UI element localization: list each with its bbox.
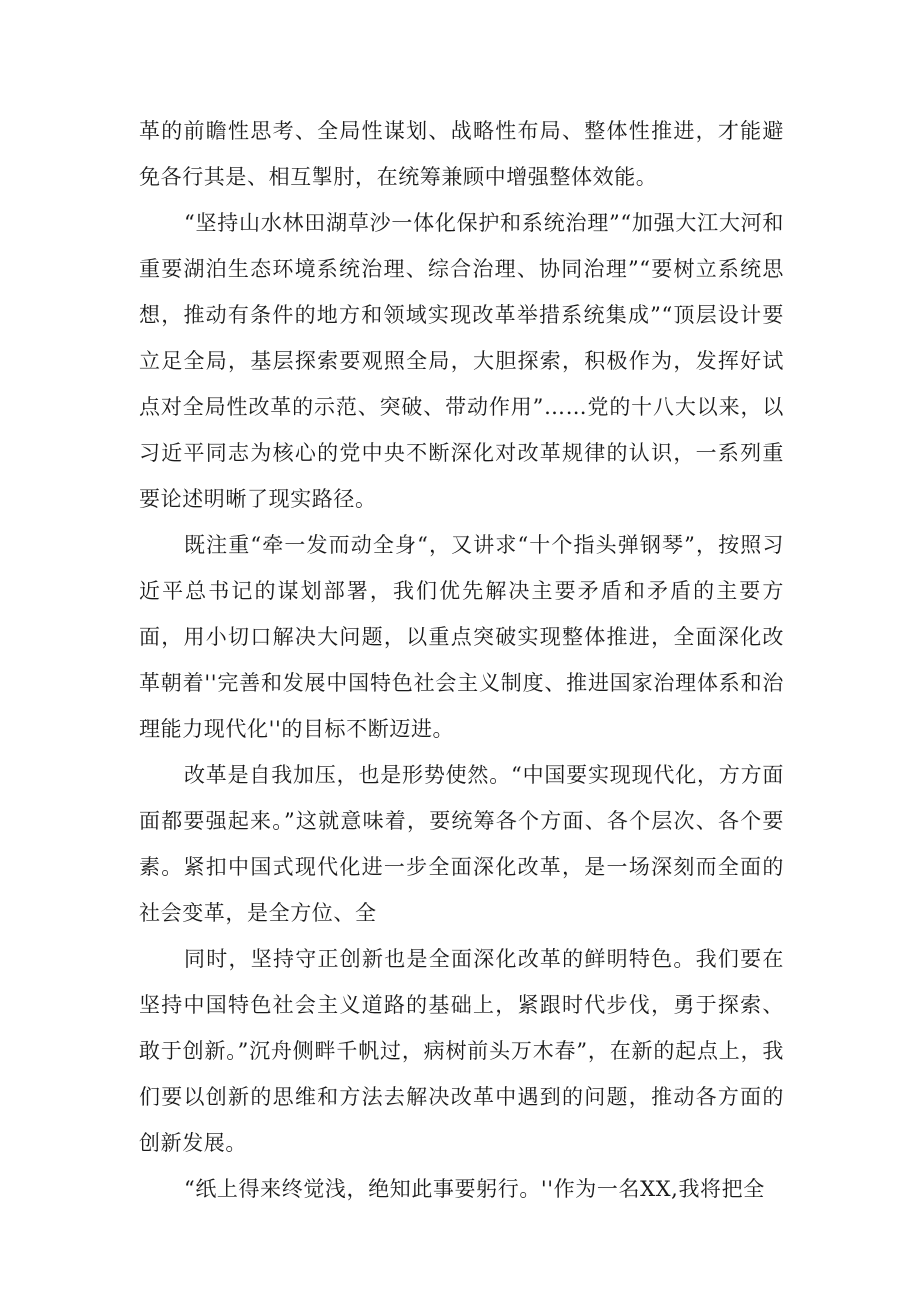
paragraph-2: “坚持山水林田湖草沙一体化保护和系统治理”“加强大江大河和重要湖泊生态环境系统治理、综合治理、协同治理”“要树立系统思想，推动有条件的地方和领域实现改革举措系统集成”“顶层设计要立足全局，基层探索要观照全局，大胆探索，积极作为，发挥好试点对全局性改革的示范、突破、带动作用”……党的十八大以来，以习近平同志为核心的党中央不断深化对改革规律的认识，一系列重要论述明晰了现实路径。 — [139, 211, 784, 511]
paragraph-4: 改革是自我加压，也是形势使然。“中国要实现现代化，方方面面都要强起来。”这就意味着，要统筹各个方面、各个层次、各个要素。紧扣中国式现代化进一步全面深化改革，是一场深刻而全面的社会变革，是全方位、全 — [139, 763, 784, 925]
paragraph-3: 既注重“牵一发而动全身“，又讲求“十个指头弹钢琴”，按照习近平总书记的谋划部署，我们优先解决主要矛盾和矛盾的主要方面，用小切口解决大问题，以重点突破实现整体推进，全面深化改革朝着''完善和发展中国特色社会主义制度、推进国家治理体系和治理能力现代化''的目标不断迈进。 — [139, 533, 784, 741]
paragraph-1: 革的前瞻性思考、全局性谋划、战略性布局、整体性推进，才能避免各行其是、相互掣肘，在统筹兼顾中增强整体效能。 — [139, 119, 784, 189]
paragraph-5: 同时，坚持守正创新也是全面深化改革的鲜明特色。我们要在坚持中国特色社会主义道路的基础上，紧跟时代步伐，勇于探索、敢于创新。”沉舟侧畔千帆过，病树前头万木春”，在新的起点上，我们要以创新的思维和方法去解决改革中遇到的问题，推动各方面的创新发展。 — [139, 947, 784, 1155]
paragraph-6: “纸上得来终觉浅，绝知此事要躬行。''作为一名XX,我将把全 — [184, 1177, 765, 1201]
body-text — [139, 108, 784, 1212]
